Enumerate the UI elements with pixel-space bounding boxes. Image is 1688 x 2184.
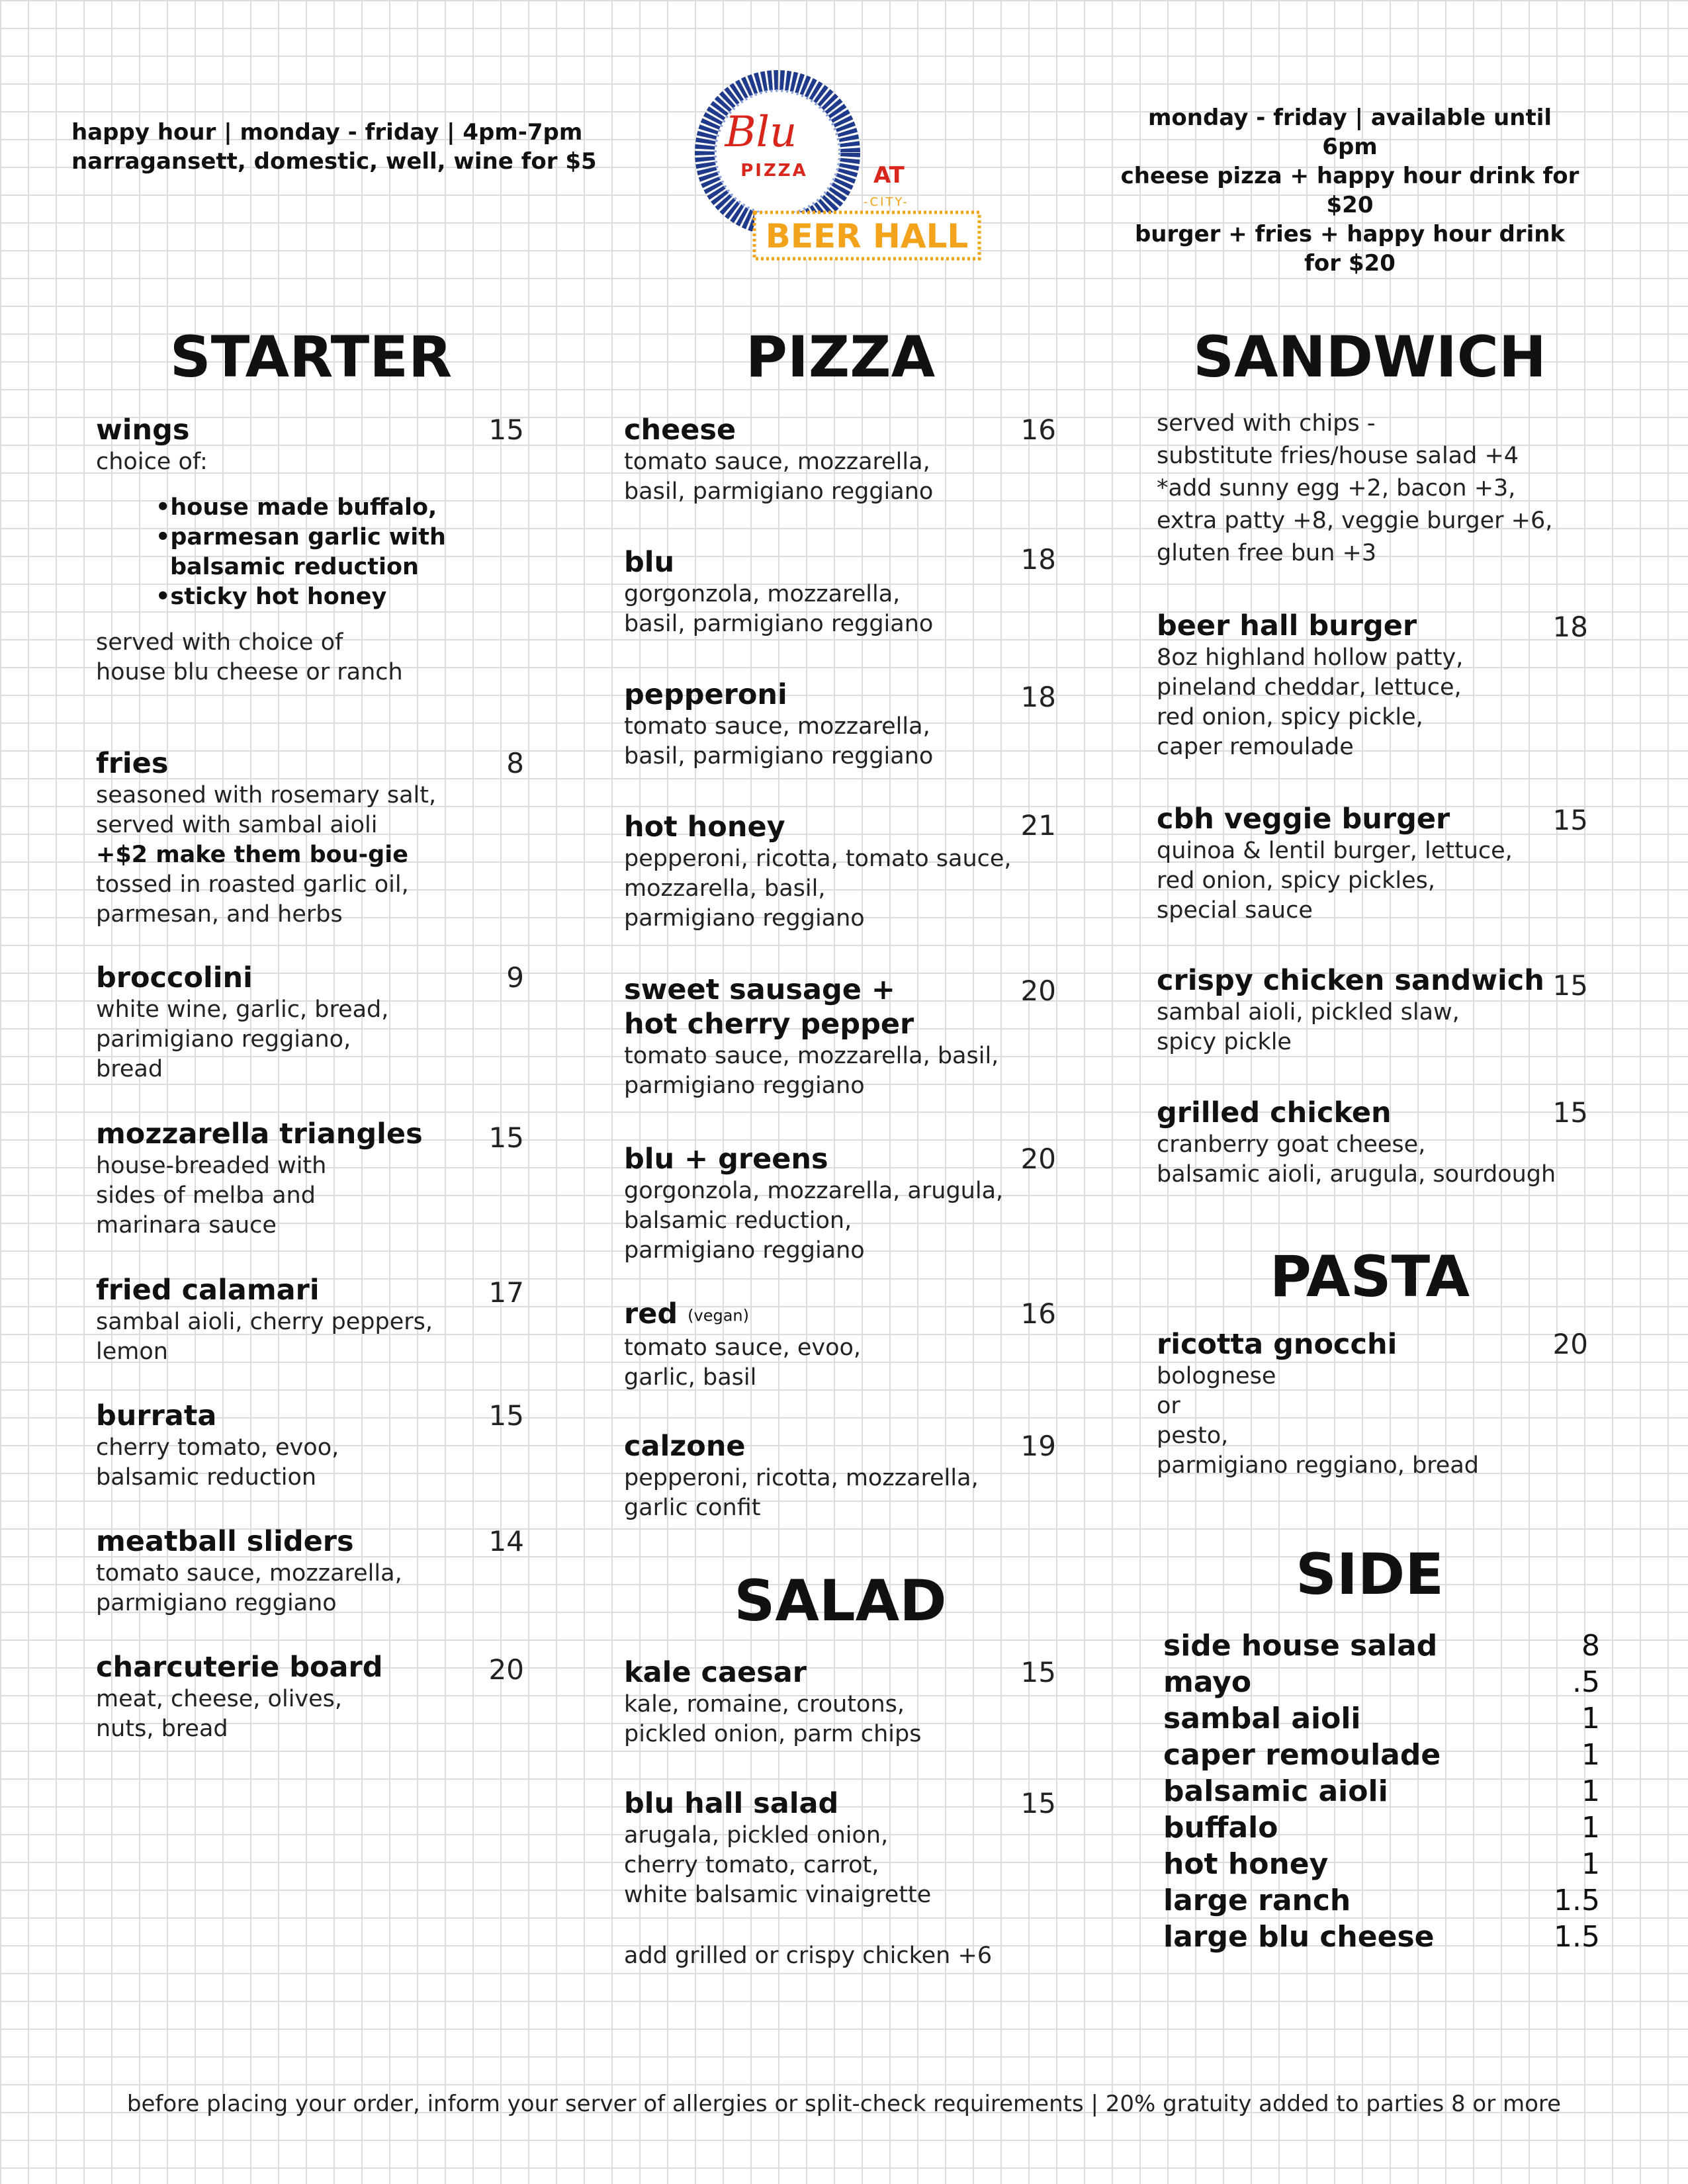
item-description: red onion, spicy pickles, — [1157, 867, 1435, 894]
item-price: 15 — [1552, 969, 1588, 1002]
logo-pizza-text: PIZZA — [740, 161, 808, 181]
item-description: pickled onion, parm chips — [624, 1721, 922, 1747]
item-name — [624, 1297, 1034, 1333]
sauce-option: •parmesan garlic with — [155, 524, 446, 550]
sandwich-intro-note — [1157, 408, 1580, 570]
item-name: fries — [96, 747, 169, 780]
logo-at-text: AT — [873, 162, 905, 189]
fries-upgrade: +$2 make them bou-gie — [96, 842, 408, 868]
note-line: *add sunny egg +2, bacon +3, — [1157, 475, 1516, 502]
item-price: 18 — [1020, 543, 1056, 576]
menu-item-pepperoni-pizza — [624, 677, 1034, 771]
side-item-price: 1 — [1581, 1847, 1600, 1881]
item-description: parimigiano reggiano, — [96, 1026, 351, 1053]
item-description: cherry tomato, carrot, — [624, 1852, 879, 1878]
item-description: bread — [96, 1056, 163, 1082]
side-item-price: 1 — [1581, 1774, 1600, 1808]
sauce-option: •house made buffalo, — [155, 494, 437, 521]
item-description: caper remoulade — [1157, 734, 1354, 760]
sandwich-heading: SANDWICH — [1193, 324, 1546, 390]
item-description: balsamic reduction — [96, 1464, 317, 1491]
item-description: parmigiano reggiano, bread — [1157, 1452, 1480, 1479]
footer-allergy-notice: before placing your order, inform your server of allergies or split-check requirements | 20% gratuity added to parties 8 or more — [126, 2091, 1562, 2117]
item-description: special sauce — [1157, 897, 1313, 924]
side-item-name: large blu cheese — [1163, 1920, 1435, 1954]
item-description: tossed in roasted garlic oil, — [96, 871, 409, 898]
blu-pizza-beer-hall-logo — [695, 64, 986, 269]
lunch-deal-promo — [1118, 103, 1581, 278]
item-description: nuts, bread — [96, 1716, 228, 1742]
item-description: bolognese — [1157, 1363, 1276, 1389]
menu-item-cbh-veggie-burger — [1157, 802, 1567, 926]
item-description: red onion, spicy pickle, — [1157, 704, 1423, 730]
item-name: ricotta gnocchi — [1157, 1328, 1398, 1361]
side-item-name: side house salad — [1163, 1629, 1438, 1663]
item-name-line2: hot cherry pepper — [624, 1008, 914, 1041]
promo-line: monday - friday | available until 6pm — [1147, 105, 1552, 160]
item-price: 15 — [488, 1399, 524, 1432]
item-name: broccolini — [96, 961, 253, 994]
item-price: 21 — [1020, 809, 1056, 842]
salad-add-chicken-note: add grilled or crispy chicken +6 — [624, 1943, 993, 1969]
item-description: cranberry goat cheese, — [1157, 1131, 1426, 1158]
item-description: mozzarella, basil, — [624, 875, 826, 902]
item-price: 20 — [488, 1653, 524, 1686]
side-item-price: 8 — [1581, 1629, 1600, 1663]
item-description: gorgonzola, mozzarella, — [624, 581, 901, 607]
item-name: blu — [624, 546, 675, 579]
item-name: cbh veggie burger — [1157, 803, 1450, 836]
item-name: beer hall burger — [1157, 609, 1417, 642]
item-description: garlic, basil — [624, 1364, 757, 1391]
item-description: quinoa & lentil burger, lettuce, — [1157, 838, 1513, 864]
side-item-price: 1 — [1581, 1811, 1600, 1845]
starter-heading: STARTER — [169, 324, 453, 390]
vegan-tag: (vegan) — [688, 1306, 749, 1325]
item-price: 15 — [1552, 804, 1588, 836]
menu-item-blu-pizza — [624, 545, 1034, 639]
menu-item-wings — [96, 413, 519, 687]
note-line: substitute fries/house salad +4 — [1157, 443, 1519, 469]
item-price: 9 — [506, 961, 524, 994]
item-name: kale caesar — [624, 1656, 807, 1689]
item-description: balsamic reduction, — [624, 1207, 852, 1234]
menu-item-ricotta-gnocchi — [1157, 1327, 1567, 1481]
promo-line: burger + fries + happy hour drink for $20 — [1134, 221, 1566, 277]
item-description: basil, parmigiano reggiano — [624, 611, 934, 637]
item-description: served with sambal aioli — [96, 812, 378, 838]
note-line: served with chips - — [1157, 410, 1376, 437]
item-price: 20 — [1552, 1328, 1588, 1360]
item-description: parmigiano reggiano — [624, 905, 865, 932]
item-name: calzone — [624, 1430, 746, 1463]
sauce-option: balsamic reduction — [170, 554, 419, 580]
item-price: 18 — [1552, 611, 1588, 643]
item-description: white wine, garlic, bread, — [96, 996, 389, 1023]
sauce-option: •sticky hot honey — [155, 584, 387, 610]
side-item-name: caper remoulade — [1163, 1738, 1441, 1772]
item-description: parmigiano reggiano — [624, 1237, 865, 1264]
menu-item-crispy-chicken-sandwich — [1157, 963, 1567, 1057]
item-description: kale, romaine, croutons, — [624, 1691, 905, 1718]
pasta-heading: PASTA — [1269, 1244, 1470, 1310]
item-description: seasoned with rosemary salt, — [96, 782, 437, 808]
item-name: blu + greens — [624, 1143, 828, 1176]
menu-item-kale-caesar — [624, 1655, 1034, 1749]
item-price: 16 — [1020, 414, 1056, 446]
menu-item-hot-honey-pizza — [624, 810, 1034, 934]
side-item-price: 1 — [1581, 1702, 1600, 1735]
item-description: pineland cheddar, lettuce, — [1157, 674, 1462, 701]
side-heading: SIDE — [1295, 1542, 1444, 1608]
item-price: 16 — [1020, 1297, 1056, 1330]
wing-sauce-list — [155, 493, 519, 612]
item-name: pepperoni — [624, 678, 787, 711]
side-item-row — [1163, 1810, 1600, 1846]
pizza-heading: PIZZA — [745, 324, 936, 390]
promo-line: narragansett, domestic, well, wine for $5 — [71, 148, 597, 175]
note-line: extra patty +8, veggie burger +6, — [1157, 507, 1553, 534]
side-item-row — [1163, 1882, 1600, 1919]
side-item-price: .5 — [1572, 1665, 1600, 1699]
side-item-row — [1163, 1700, 1600, 1737]
side-item-name: hot honey — [1163, 1847, 1329, 1881]
side-item-price: 1.5 — [1554, 1884, 1600, 1917]
item-price: 17 — [488, 1276, 524, 1309]
side-item-price: 1 — [1581, 1738, 1600, 1772]
menu-item-beer-hall-burger — [1157, 609, 1567, 762]
item-price: 18 — [1020, 681, 1056, 713]
item-description: pesto, — [1157, 1422, 1229, 1449]
promo-line: cheese pizza + happy hour drink for $20 — [1120, 163, 1579, 218]
item-description: sambal aioli, cherry peppers, — [96, 1309, 433, 1335]
item-description: parmigiano reggiano — [624, 1072, 865, 1099]
item-name: blu hall salad — [624, 1787, 839, 1820]
side-item-row — [1163, 1737, 1600, 1773]
item-description: tomato sauce, mozzarella, — [624, 713, 930, 740]
item-description: pepperoni, ricotta, tomato sauce, — [624, 846, 1012, 872]
item-description: tomato sauce, evoo, — [624, 1334, 862, 1361]
note-line: gluten free bun +3 — [1157, 540, 1377, 566]
item-description: choice of: — [96, 449, 208, 475]
happy-hour-promo — [71, 118, 597, 176]
salad-heading: SALAD — [734, 1568, 947, 1634]
item-price: 20 — [1020, 975, 1056, 1007]
item-description: served with choice of — [96, 629, 343, 656]
side-item-row — [1163, 1919, 1600, 1955]
side-item-price: 1.5 — [1554, 1920, 1600, 1954]
item-price: 15 — [488, 414, 524, 446]
item-name: wings — [96, 414, 190, 447]
item-name: mozzarella triangles — [96, 1117, 423, 1151]
item-description: parmigiano reggiano — [96, 1590, 337, 1616]
side-item-row — [1163, 1628, 1600, 1664]
item-description: tomato sauce, mozzarella, basil, — [624, 1043, 999, 1069]
item-description: arugala, pickled onion, — [624, 1822, 889, 1849]
side-item-name: balsamic aioli — [1163, 1774, 1388, 1808]
logo-graphic — [695, 64, 986, 269]
item-name: fried calamari — [96, 1274, 320, 1307]
menu-item-blu-hall-salad — [624, 1786, 1034, 1910]
item-name: meatball sliders — [96, 1525, 354, 1558]
menu-item-calzone — [624, 1429, 1034, 1523]
item-description: meat, cheese, olives, — [96, 1686, 343, 1712]
logo-blu-text: Blu — [725, 108, 797, 157]
item-name: burrata — [96, 1399, 217, 1432]
item-description: balsamic aioli, arugula, sourdough — [1157, 1161, 1556, 1188]
item-price: 15 — [1020, 1787, 1056, 1819]
item-description: basil, parmigiano reggiano — [624, 478, 934, 505]
item-description: or — [1157, 1393, 1180, 1419]
item-price: 20 — [1020, 1143, 1056, 1175]
menu-item-grilled-chicken — [1157, 1096, 1567, 1190]
side-item-row — [1163, 1773, 1600, 1810]
item-name: cheese — [624, 414, 736, 447]
item-description: house blu cheese or ranch — [96, 659, 403, 685]
item-name: charcuterie board — [96, 1651, 383, 1684]
item-description: parmesan, and herbs — [96, 901, 343, 928]
side-item-row — [1163, 1846, 1600, 1882]
side-item-name: sambal aioli — [1163, 1702, 1361, 1735]
item-description: garlic confit — [624, 1495, 761, 1521]
side-item-name: large ranch — [1163, 1884, 1351, 1917]
item-description: basil, parmigiano reggiano — [624, 743, 934, 769]
item-price: 15 — [488, 1121, 524, 1154]
item-name: grilled chicken — [1157, 1096, 1392, 1129]
side-item-row — [1163, 1664, 1600, 1700]
side-item-name: buffalo — [1163, 1811, 1278, 1845]
side-item-name: mayo — [1163, 1665, 1252, 1699]
pizza-name-text: red — [624, 1297, 678, 1331]
item-description: tomato sauce, mozzarella, — [96, 1560, 402, 1587]
item-description: spicy pickle — [1157, 1029, 1292, 1055]
item-price: 15 — [1020, 1656, 1056, 1688]
item-name: hot honey — [624, 810, 785, 844]
logo-beer-hall-text: BEER HALL — [765, 217, 969, 255]
menu-item-blu-greens-pizza — [624, 1142, 1034, 1266]
item-description: house-breaded with — [96, 1153, 327, 1179]
item-price: 8 — [506, 747, 524, 779]
menu-item-sweet-sausage-pizza — [624, 973, 1034, 1101]
menu-item-red-pizza — [624, 1297, 1034, 1393]
item-description: sides of melba and — [96, 1182, 316, 1209]
item-description: marinara sauce — [96, 1212, 277, 1239]
item-name: crispy chicken sandwich — [1157, 964, 1544, 997]
item-price: 19 — [1020, 1430, 1056, 1462]
item-description: gorgonzola, mozzarella, arugula, — [624, 1178, 1004, 1204]
promo-line: happy hour | monday - friday | 4pm-7pm — [71, 119, 583, 146]
item-description: white balsamic vinaigrette — [624, 1882, 932, 1908]
item-name: sweet sausage + — [624, 973, 895, 1006]
logo-city-text: -CITY- — [864, 195, 909, 209]
menu-item-cheese-pizza — [624, 413, 1034, 507]
item-price: 14 — [488, 1525, 524, 1557]
item-description: pepperoni, ricotta, mozzarella, — [624, 1465, 979, 1491]
item-description: 8oz highland hollow patty, — [1157, 644, 1464, 671]
item-description: sambal aioli, pickled slaw, — [1157, 999, 1460, 1026]
item-price: 15 — [1552, 1096, 1588, 1129]
item-description: cherry tomato, evoo, — [96, 1434, 339, 1461]
item-description: tomato sauce, mozzarella, — [624, 449, 930, 475]
item-description: lemon — [96, 1338, 168, 1365]
